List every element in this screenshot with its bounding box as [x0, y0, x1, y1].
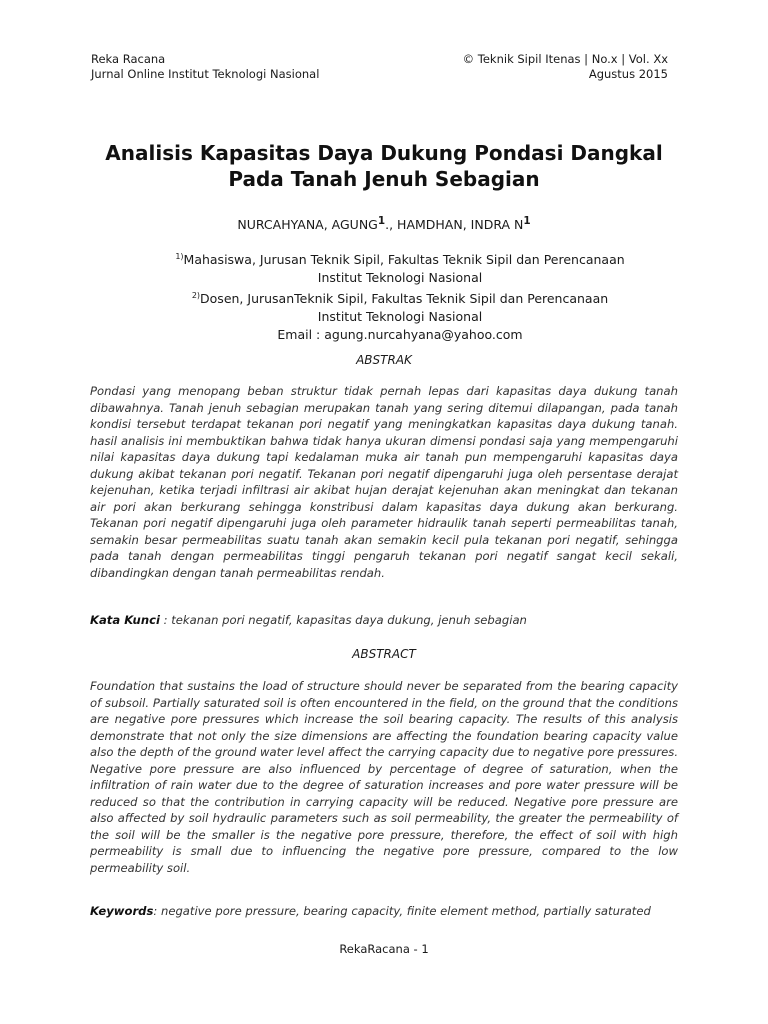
affiliation-1-mark: 1) [175, 252, 184, 261]
author-1: NURCAHYANA, AGUNG [237, 217, 378, 233]
title-line-2: Pada Tanah Jenuh Sebagian [228, 167, 540, 191]
affiliation-2-institution: Institut Teknologi Nasional [317, 309, 483, 325]
title-line-1: Analisis Kapasitas Daya Dukung Pondasi Dangkal [105, 141, 663, 165]
paper-title [60, 140, 708, 192]
journal-name: Reka Racana [91, 52, 166, 66]
issue-date: Agustus 2015 [588, 67, 668, 81]
kata-kunci-label: Kata Kunci [90, 613, 160, 627]
author-2-mark: 1 [523, 215, 531, 227]
affiliation-2-mark: 2) [191, 291, 201, 301]
keywords-label: Keywords [90, 904, 154, 918]
journal-header [91, 52, 319, 82]
abstrak-heading: ABSTRAK [356, 353, 412, 367]
kata-kunci [90, 612, 678, 629]
kata-kunci-text: : tekanan pori negatif, kapasitas daya dukung, jenuh sebagian [159, 613, 527, 627]
affiliation-2: $^{2)}$Dosen, JurusanTeknik Sipil, Fakultas Teknik Sipil dan Perencanaan [191, 291, 609, 307]
issue-info: © Teknik Sipil Itenas | No.x | Vol. Xx [462, 52, 668, 66]
abstrak-body: Pondasi yang menopang beban struktur tidak pernah lepas dari kapasitas daya dukung tanah dibawahnya. Tanah jenuh sebagian merupakan tanah yang sering ditemui dilapangan, pada tanah kondisi tersebut terdapat tekanan pori negatif yang meningkatkan kapasitas daya dukung tanah. hasil analisis ini membuktikan bahwa tidak hanya ukuran dimensi pondasi saja yang mempengaruhi nilai kapasitas daya dukung tapi kedalaman muka air tanah pun mempengaruhi kapasitas daya dukung akibat tekanan pori negatif. Tekanan pori negatif dipengaruhi juga oleh persentase derajat kejenuhan, ketika terjadi infiltrasi air akibat hujan derajat kejenuhan akan meningkat dan tekanan air pori akan berkurang sehingga konstribusi dalam kapasitas daya dukung akan berkurang. Tekanan pori negatif dipengaruhi juga oleh parameter hidraulik tanah seperti permeabilitas tanah, semakin besar permeabilitas suatu tanah akan semakin kecil pula tekanan pori negatif, sehingga pada tanah dengan permeabilitas tinggi pengaruh tekanan pori negatif sangat kecil sekali, dibandingkan dengan tanah permeabilitas rendah. [90, 384, 678, 580]
journal-subtitle: Jurnal Online Institut Teknologi Nasional [91, 67, 320, 81]
abstract-heading: ABSTRACT [352, 647, 416, 661]
author-1-mark: 1 [377, 215, 386, 227]
author-email: Email : agung.nurcahyana@yahoo.com [277, 327, 523, 343]
keywords-text: : negative pore pressure, bearing capacity, finite element method, partially saturated [153, 904, 651, 918]
affiliation-1: $^{1)}$Mahasiswa, Jurusan Teknik Sipil, Fakultas Teknik Sipil dan Perencanaan [175, 252, 625, 268]
abstract-body: Foundation that sustains the load of structure should never be separated from the bearing capacity of subsoil. Partially saturated soil is often encountered in the field, on the ground that the conditions are negative pore pressures which increase the soil bearing capacity. The results of this analysis demonstrate that not only the size dimensions are affecting the foundation bearing capacity value also the depth of the ground water level affect the carrying capacity due to negative pore pressures. Negative pore pressure are also influenced by percentage of degree of saturation, when the infiltration of rain water due to the degree of saturation increases and pore water pressure will be reduced so that the contribution in carrying capacity will be reduced. Negative pore pressure are also affected by soil hydraulic parameters such as soil permeability, the greater the permeability of the soil will be the smaller is the negative pore pressure, therefore, the effect of soil with high permeability is small due to influencing the negative pore pressure, compared to the low permeability soil. [90, 679, 678, 875]
issue-header [435, 52, 668, 97]
author-2: HAMDHAN, INDRA N [397, 217, 524, 233]
keywords [90, 903, 678, 920]
page-footer: RekaRacana - 1 [339, 942, 429, 956]
author-separator: ., [385, 217, 398, 233]
affiliations [150, 248, 650, 344]
author-list [60, 212, 708, 234]
affiliation-1-institution: Institut Teknologi Nasional [317, 270, 483, 286]
